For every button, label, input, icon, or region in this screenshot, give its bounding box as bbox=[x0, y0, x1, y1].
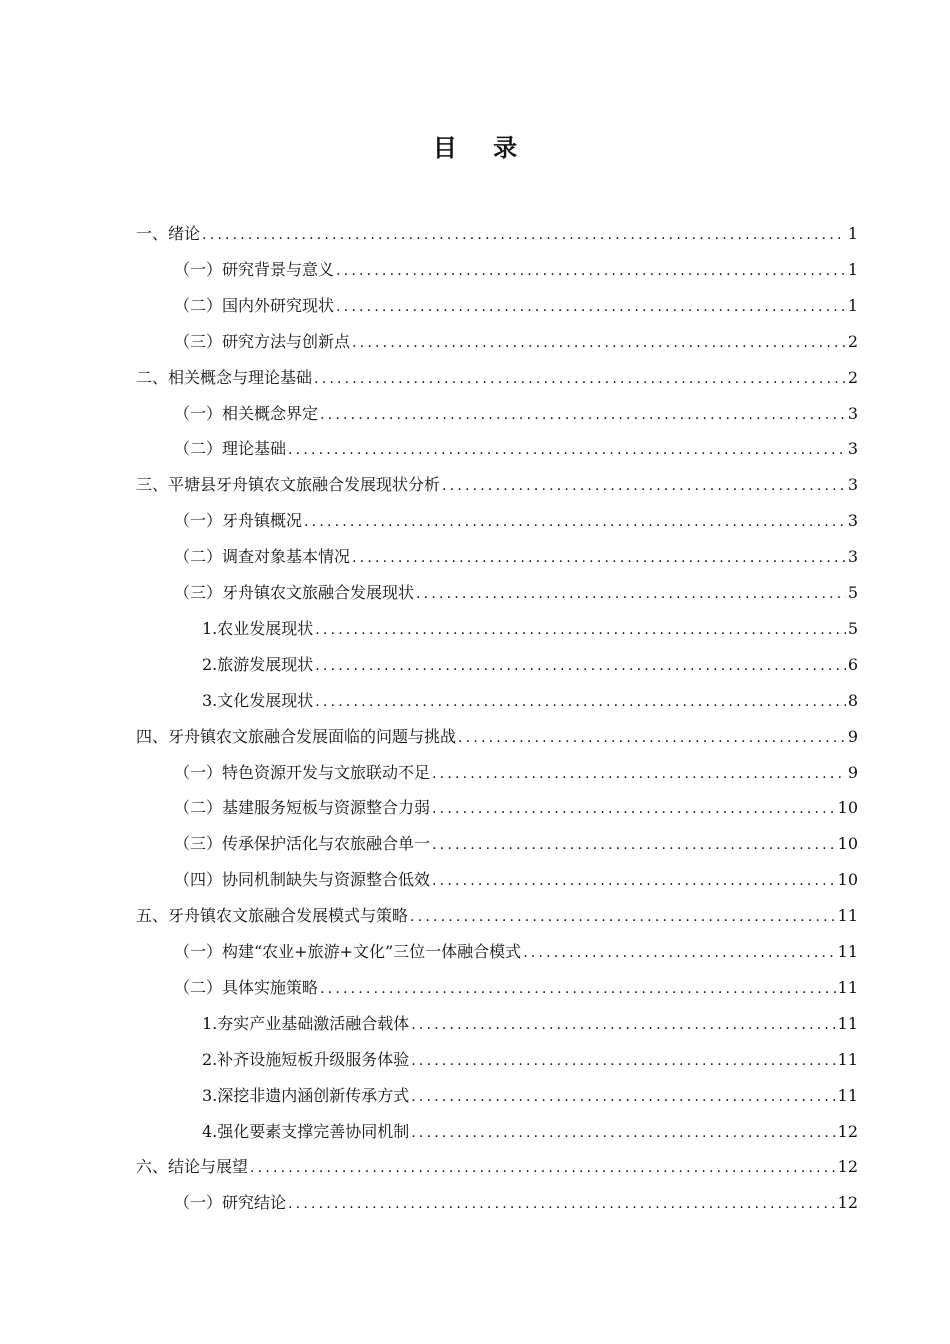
toc-entry bbox=[136, 366, 858, 390]
toc-entry-label: （三）传承保护活化与农旅融合单一 bbox=[174, 834, 431, 853]
toc-entry-label: （一）构建“农业+旅游+文化”三位一体融合模式 bbox=[174, 942, 522, 961]
dot-leader bbox=[523, 942, 835, 964]
toc-entry-label: （二）国内外研究现状 bbox=[174, 296, 335, 315]
toc-entry-page-number: 3 bbox=[847, 439, 858, 458]
dot-leader bbox=[320, 978, 836, 1000]
toc-entry-label: （三）牙舟镇农文旅融合发展现状 bbox=[174, 583, 415, 602]
toc-entry bbox=[174, 940, 858, 964]
toc-entry-page-number: 3 bbox=[847, 547, 858, 566]
dot-leader bbox=[458, 727, 846, 749]
toc-entry-label: 3.深挖非遗内涵创新传承方式 bbox=[202, 1086, 410, 1105]
toc-entry-page-number: 8 bbox=[847, 691, 858, 710]
toc-entry-label: （三）研究方法与创新点 bbox=[174, 332, 351, 351]
toc-entry-page-number: 3 bbox=[847, 511, 858, 530]
dot-leader bbox=[320, 404, 846, 426]
dot-leader bbox=[432, 763, 846, 785]
toc-entry-page-number: 9 bbox=[847, 763, 858, 782]
toc-entry-page-number: 12 bbox=[837, 1122, 858, 1141]
toc-entry-page-number: 2 bbox=[847, 368, 858, 387]
toc-entry bbox=[202, 1120, 858, 1144]
toc-entry-page-number: 11 bbox=[837, 1086, 858, 1105]
toc-entry-page-number: 6 bbox=[847, 655, 858, 674]
toc-entry bbox=[174, 796, 858, 820]
toc-entry bbox=[174, 832, 858, 856]
toc-entry bbox=[202, 1048, 858, 1072]
toc-entry bbox=[202, 617, 858, 641]
toc-entry-page-number: 11 bbox=[837, 906, 858, 925]
toc-entry-page-number: 11 bbox=[837, 1014, 858, 1033]
dot-leader bbox=[315, 655, 846, 677]
toc-entry-label: （一）牙舟镇概况 bbox=[174, 511, 303, 530]
toc-entry bbox=[174, 402, 858, 426]
toc-entry bbox=[202, 1012, 858, 1036]
toc-entry-label: 2.补齐设施短板升级服务体验 bbox=[202, 1050, 410, 1069]
dot-leader bbox=[288, 439, 846, 461]
toc-entry-label: 一、绪论 bbox=[136, 224, 201, 243]
toc-entry-page-number: 10 bbox=[837, 870, 858, 889]
toc-entry bbox=[174, 545, 858, 569]
toc-entry-page-number: 11 bbox=[837, 1050, 858, 1069]
dot-leader bbox=[410, 906, 836, 928]
toc-entry-label: 五、牙舟镇农文旅融合发展模式与策略 bbox=[136, 906, 409, 925]
toc-entry bbox=[136, 904, 858, 928]
toc-entry-label: 四、牙舟镇农文旅融合发展面临的问题与挑战 bbox=[136, 727, 457, 746]
dot-leader bbox=[250, 1157, 836, 1179]
toc-entry-label: （一）相关概念界定 bbox=[174, 404, 319, 423]
toc-entry-page-number: 2 bbox=[847, 332, 858, 351]
toc-entry-page-number: 10 bbox=[837, 834, 858, 853]
toc-entry bbox=[202, 1084, 858, 1108]
dot-leader bbox=[411, 1086, 835, 1108]
dot-leader bbox=[411, 1050, 835, 1072]
toc-entry-page-number: 12 bbox=[837, 1157, 858, 1176]
toc-entry-page-number: 5 bbox=[847, 583, 858, 602]
toc-entry-label: 二、相关概念与理论基础 bbox=[136, 368, 313, 387]
dot-leader bbox=[432, 870, 836, 892]
toc-entry-page-number: 5 bbox=[847, 619, 858, 638]
toc-entry bbox=[174, 761, 858, 785]
toc-entry-page-number: 3 bbox=[847, 404, 858, 423]
dot-leader bbox=[315, 691, 846, 713]
toc-entry-label: 六、结论与展望 bbox=[136, 1157, 249, 1176]
dot-leader bbox=[411, 1014, 835, 1036]
toc-entry bbox=[174, 509, 858, 533]
dot-leader bbox=[304, 511, 846, 533]
toc-entry-label: 2.旅游发展现状 bbox=[202, 655, 314, 674]
toc-entry bbox=[202, 653, 858, 677]
dot-leader bbox=[416, 583, 846, 605]
toc-entry-page-number: 1 bbox=[847, 296, 858, 315]
toc-entry bbox=[174, 1191, 858, 1215]
toc-entry-label: 1.农业发展现状 bbox=[202, 619, 314, 638]
toc-entry bbox=[174, 258, 858, 282]
toc-entry-page-number: 11 bbox=[837, 978, 858, 997]
toc-entry-label: 1.夯实产业基础激活融合载体 bbox=[202, 1014, 410, 1033]
dot-leader bbox=[315, 619, 846, 641]
dot-leader bbox=[442, 475, 846, 497]
toc-entry-label: （二）基建服务短板与资源整合力弱 bbox=[174, 798, 431, 817]
toc-entry-label: （一）特色资源开发与文旅联动不足 bbox=[174, 763, 431, 782]
page-title: 目 录 bbox=[432, 134, 532, 162]
dot-leader bbox=[411, 1122, 835, 1144]
toc-entry-label: （二）具体实施策略 bbox=[174, 978, 319, 997]
toc-entry bbox=[174, 976, 858, 1000]
dot-leader bbox=[336, 260, 846, 282]
toc-entry-page-number: 9 bbox=[847, 727, 858, 746]
toc-entry-label: 4.强化要素支撑完善协同机制 bbox=[202, 1122, 410, 1141]
toc-entry-label: （二）调查对象基本情况 bbox=[174, 547, 351, 566]
dot-leader bbox=[202, 224, 846, 246]
toc-entry bbox=[174, 437, 858, 461]
toc-entry-label: （四）协同机制缺失与资源整合低效 bbox=[174, 870, 431, 889]
dot-leader bbox=[336, 296, 846, 318]
toc-entry-label: （二）理论基础 bbox=[174, 439, 287, 458]
dot-leader bbox=[432, 798, 836, 820]
dot-leader bbox=[352, 547, 846, 569]
toc-entry-page-number: 3 bbox=[847, 475, 858, 494]
toc-entry-label: （一）研究背景与意义 bbox=[174, 260, 335, 279]
toc-entry bbox=[174, 330, 858, 354]
toc-entry bbox=[202, 689, 858, 713]
dot-leader bbox=[352, 332, 846, 354]
toc-entry-page-number: 1 bbox=[847, 260, 858, 279]
dot-leader bbox=[432, 834, 836, 856]
toc-entry bbox=[174, 868, 858, 892]
toc-entry bbox=[136, 222, 858, 246]
toc-entry bbox=[174, 294, 858, 318]
toc-entry-label: 3.文化发展现状 bbox=[202, 691, 314, 710]
dot-leader bbox=[288, 1193, 836, 1215]
toc-entry-label: （一）研究结论 bbox=[174, 1193, 287, 1212]
toc-entry bbox=[136, 1155, 858, 1179]
toc-entry-page-number: 1 bbox=[847, 224, 858, 243]
toc-entry bbox=[136, 473, 858, 497]
toc-entry bbox=[136, 725, 858, 749]
toc-entry-page-number: 10 bbox=[837, 798, 858, 817]
toc-entry-page-number: 11 bbox=[837, 942, 858, 961]
dot-leader bbox=[314, 368, 846, 390]
toc-entry bbox=[174, 581, 858, 605]
toc-entry-label: 三、平塘县牙舟镇农文旅融合发展现状分析 bbox=[136, 475, 441, 494]
toc-entry-page-number: 12 bbox=[837, 1193, 858, 1212]
